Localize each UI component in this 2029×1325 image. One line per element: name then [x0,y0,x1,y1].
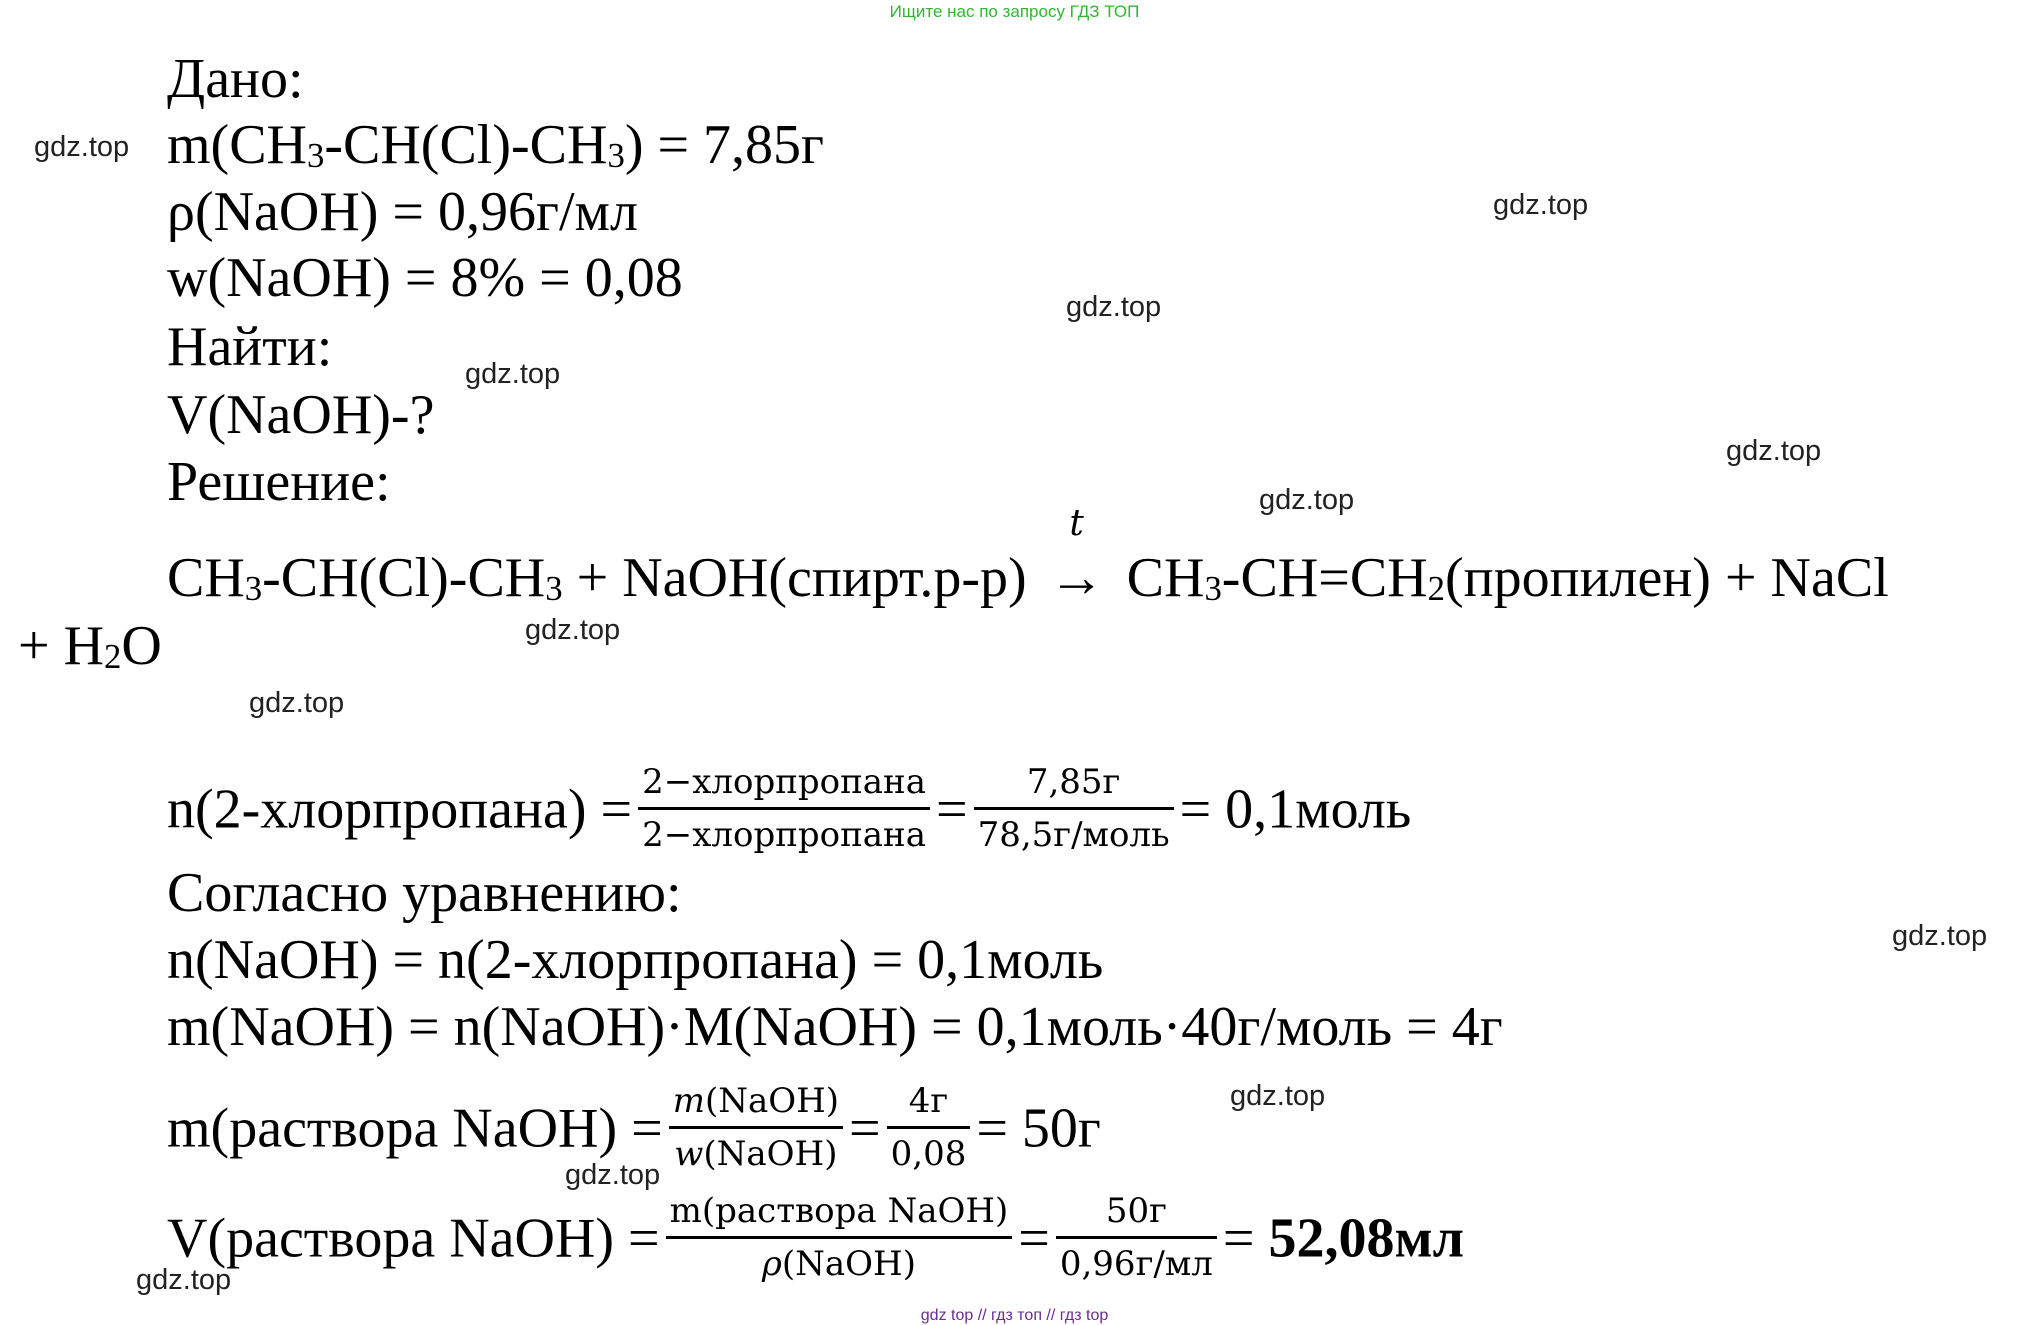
moles-chloropropane-line: n(2-хлорпропана) = $\frac{\text{2−хлорпропана}}{\text{2−хлорпропана}}$ = $\frac{7,85г}{\text{78,5г/моль}}$ = 0,1моль [167,762,1412,855]
given-heading: Дано: [167,48,304,110]
fraction: $\frac{7,85г}{\text{78,5г/моль}}$ [974,761,1174,856]
watermark: gdz.top [565,1159,661,1191]
top-search-note: Ищите нас по запросу ГДЗ ТОП [889,2,1140,21]
given-density-line: ρ(NaOH) = 0,96г/мл [167,181,638,243]
watermark: gdz.top [1726,435,1822,467]
fraction: $\frac{4г}{0,08}$ [887,1080,971,1175]
fraction: $\frac{\text{m(NaOH)}}{\text{w(NaOH)}}$ [669,1080,843,1175]
solution-heading: Решение: [167,451,391,513]
reaction-equation: $CH_3-CH(Cl)-CH_3$ + NaOH(спирт.р-р) t → $CH_3-CH=CH_2(пропилен)$ + NaCl [167,545,1889,611]
reaction-equation-continued: + $H_2O$ [18,615,162,677]
watermark: gdz.top [525,614,621,646]
watermark: gdz.top [465,358,561,390]
reaction-arrow: t → [1041,545,1113,611]
watermark: gdz.top [1892,920,1988,952]
fraction: $\frac{50г}{0,96г/мл}$ [1056,1190,1217,1285]
final-answer: 52,08мл [1268,1207,1465,1270]
given-mass-line: $m(CH_3-CH(Cl)-CH_3) = 7,85г$ [167,114,825,176]
watermark: gdz.top [136,1264,232,1296]
watermark: gdz.top [1493,189,1589,221]
according-to-equation: Согласно уравнению: [167,862,682,924]
watermark: gdz.top [1259,484,1355,516]
watermark: gdz.top [1230,1080,1326,1112]
watermark: gdz.top [34,131,130,163]
fraction: $\frac{\text{m(раствора NaOH)}}{\text{ρ(NaOH)}}$ [666,1190,1013,1285]
find-heading: Найти: [167,316,333,378]
fraction: $\frac{\text{2−хлорпропана}}{\text{2−хлорпропана}}$ [638,761,930,856]
find-target: V(NaOH)-? [167,384,435,446]
given-fraction-line: w(NaOH) = 8% = 0,08 [167,247,683,309]
watermark: gdz.top [249,687,345,719]
mass-solution-line: m(раствора NaOH) = $\frac{\text{m(NaOH)}}{\text{w(NaOH)}}$ = $\frac{4г}{0,08}$ = 50г [167,1081,1101,1174]
moles-naoh-line: n(NaOH) = n(2-хлорпропана) = 0,1моль [167,929,1104,991]
watermark: gdz.top [1066,291,1162,323]
arrow-temperature-label: t [1069,503,1084,544]
footer-links: gdz top // гдз топ // гдз top [920,1307,1109,1324]
volume-solution-line: V(раствора NaOH) = $\frac{\text{m(раствора NaOH)}}{\text{ρ(NaOH)}}$ = $\frac{50г}{0,96г/мл}$ = 52,08мл [167,1191,1465,1284]
mass-naoh-line: m(NaOH) = n(NaOH)·M(NaOH) = 0,1моль·40г/моль = 4г [167,996,1503,1058]
